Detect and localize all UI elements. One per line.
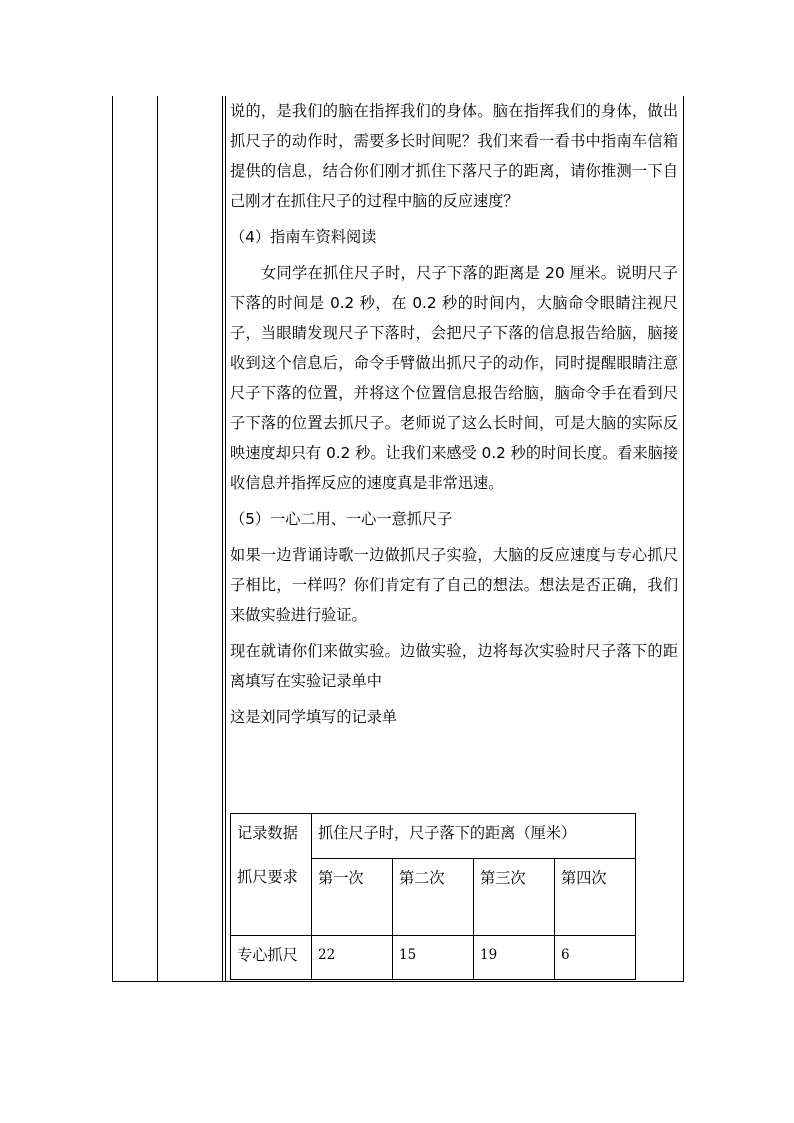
table-divider-1 <box>157 96 158 981</box>
paragraph-question: 如果一边背诵诗歌一边做抓尺子实验，大脑的反应速度与专心抓尺子相比，一样吗？你们肯定有了自己的想法。想法是否正确，我们来做实验进行验证。 <box>230 546 678 624</box>
paragraph-record-intro: 这是刘同学填写的记录单 <box>230 708 398 726</box>
lesson-content <box>230 96 678 732</box>
experiment-record-table <box>230 813 636 980</box>
corner-label-bottom: 抓尺要求 <box>237 868 298 886</box>
value-cell: 19 <box>474 936 555 980</box>
column-header-2: 第二次 <box>393 859 474 936</box>
column-header-4: 第四次 <box>555 859 636 936</box>
column-header-3: 第三次 <box>474 859 555 936</box>
table-divider-2 <box>222 96 223 981</box>
table-row <box>231 936 636 980</box>
paragraph-reading: 女同学在抓住尺子时，尺子下落的距离是 20 厘米。说明尺子下落的时间是 0.2 秒，在 0.2 秒的时间内，大脑命令眼睛注视尺子，当眼睛发现尺子下落时，会把尺子下落的信息报告给脑，脑接收到这个信息后，命令手臂做出抓尺子的动作，同时提醒眼睛注意尺子下落的位置，并将这个位置信息报告给脑，脑命令手在看到尺子下落的位置去抓尺子。老师说了这么长时间，可是大脑的实际反映速度却只有 0.2 秒。让我们来感受 0.2 秒的时间长度。看来脑接收信息并指挥反应的速度真是非常迅速。 <box>230 264 678 492</box>
table-divider-3 <box>225 96 226 981</box>
corner-label-top: 记录数据 <box>237 824 298 842</box>
value-cell: 22 <box>312 936 393 980</box>
value-cell: 6 <box>555 936 636 980</box>
paragraph-brain-command: 说的，是我们的脑在指挥我们的身体。脑在指挥我们的身体，做出抓尺子的动作时，需要多长时间呢？我们来看一看书中指南车信箱提供的信息，结合你们刚才抓住下落尺子的距离，请你推测一下自己刚才在抓住尺子的过程中脑的反应速度？ <box>230 102 678 210</box>
value-cell: 15 <box>393 936 474 980</box>
paragraph-instruction: 现在就请你们来做实验。边做实验，边将每次实验时尺子落下的距离填写在实验记录单中 <box>230 642 678 690</box>
row-label: 专心抓尺 <box>231 936 312 980</box>
record-corner-cell <box>231 814 312 936</box>
record-header-cell: 抓住尺子时，尺子落下的距离（厘米） <box>312 814 636 859</box>
section-heading-4: （4）指南车资料阅读 <box>230 228 377 246</box>
column-header-1: 第一次 <box>312 859 393 936</box>
section-heading-5: （5）一心二用、一心一意抓尺子 <box>230 510 453 528</box>
